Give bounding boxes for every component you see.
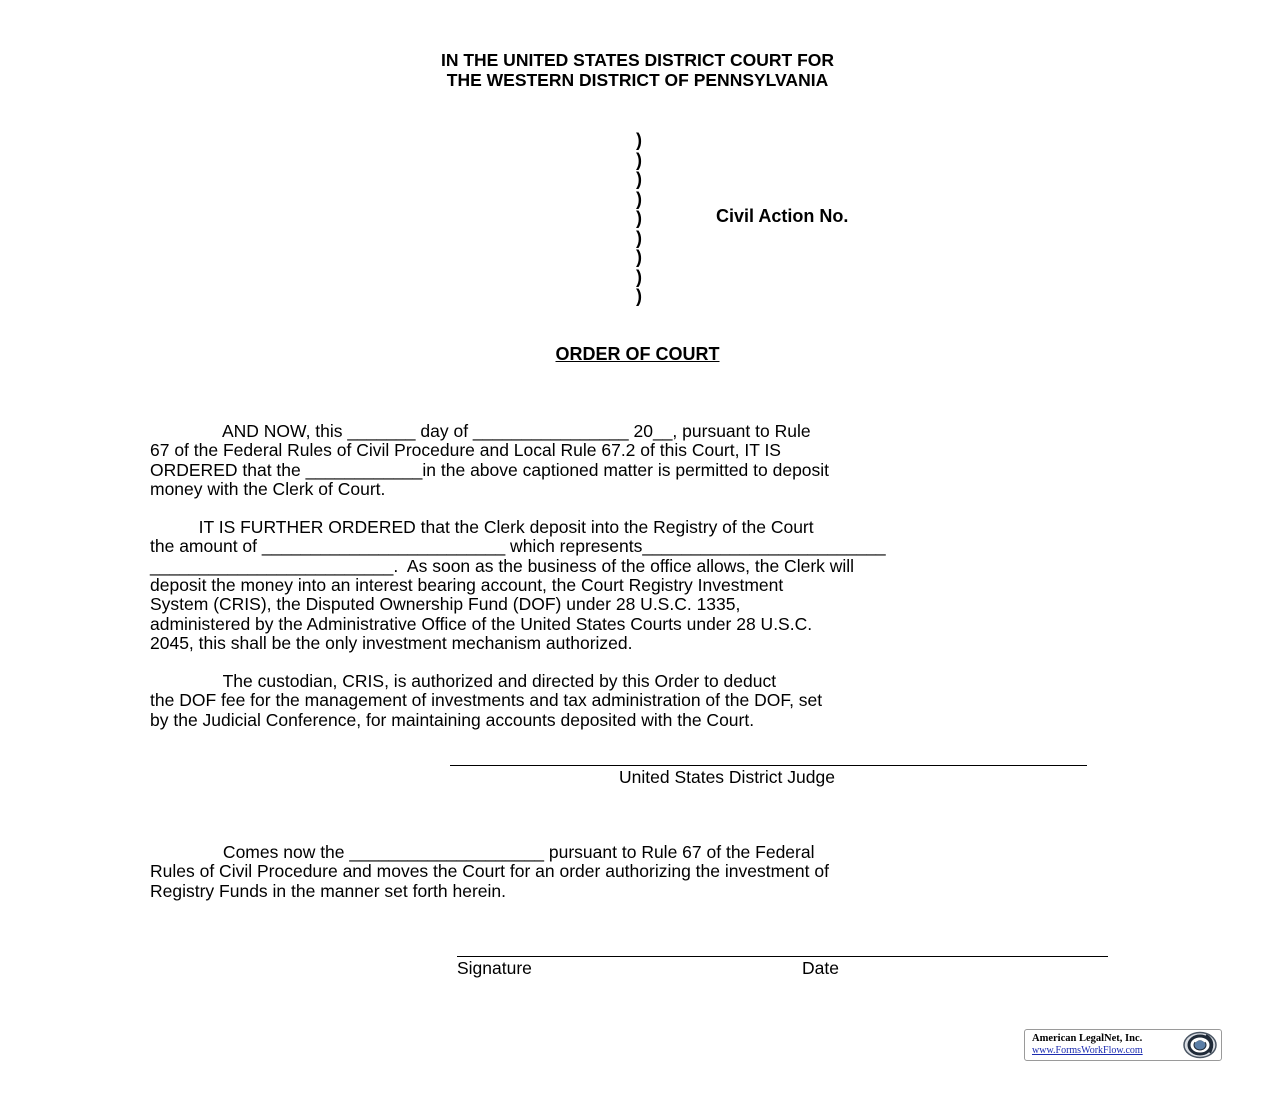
american-legalnet-badge[interactable] <box>1024 1029 1222 1061</box>
judge-signature-line <box>450 765 1087 766</box>
paragraph-line: 67 of the Federal Rules of Civil Procedure and Local Rule 67.2 of this Court, IT IS <box>150 440 781 461</box>
judge-label: United States District Judge <box>619 767 835 787</box>
caption-paren: ) <box>636 149 642 170</box>
court-name-line-1: IN THE UNITED STATES DISTRICT COURT FOR <box>440 50 835 70</box>
date-label: Date <box>802 958 839 978</box>
document-title: ORDER OF COURT <box>555 344 720 364</box>
paragraph-line: AND NOW, this _______ day of ________________ 20__, pursuant to Rule <box>150 421 811 441</box>
paragraph-line: the amount of _________________________ which represents_________________________ <box>150 536 886 557</box>
court-name-line-2: THE WESTERN DISTRICT OF PENNSYLVANIA <box>446 70 829 90</box>
caption-paren: ) <box>636 247 642 267</box>
signature-date-line <box>457 956 1108 957</box>
civil-action-label: Civil Action No. <box>716 206 849 226</box>
badge-company-name: American LegalNet, Inc. <box>1032 1033 1143 1044</box>
paragraph-line: IT IS FURTHER ORDERED that the Clerk deposit into the Registry of the Court <box>150 517 814 537</box>
paragraph-line: ORDERED that the ____________in the above captioned matter is permitted to deposit <box>150 459 830 480</box>
globe-logo-icon <box>1182 1031 1218 1064</box>
caption-paren: ) <box>636 227 642 248</box>
caption-paren: ) <box>636 266 642 287</box>
paragraph-line: The custodian, CRIS, is authorized and directed by this Order to deduct <box>150 671 777 691</box>
paragraph-line: Comes now the ____________________ pursuant to Rule 67 of the Federal <box>150 842 815 862</box>
paragraph-line: _________________________. As soon as the business of the office allows, the Clerk will <box>150 555 855 576</box>
caption-paren: ) <box>636 130 642 150</box>
caption-paren: ) <box>636 169 642 189</box>
paragraph-line: money with the Clerk of Court. <box>150 478 386 499</box>
caption-paren: ) <box>636 208 642 228</box>
paragraph-line: System (CRIS), the Disputed Ownership Fund (DOF) under 28 U.S.C. 1335, <box>150 594 741 615</box>
paragraph-line: 2045, this shall be the only investment mechanism authorized. <box>150 632 633 653</box>
caption-paren: ) <box>636 286 642 306</box>
paragraph-line: Registry Funds in the manner set forth herein. <box>150 880 507 901</box>
paragraph-line: by the Judicial Conference, for maintaining accounts deposited with the Court. <box>150 709 755 730</box>
signature-label: Signature <box>457 958 532 978</box>
caption-paren: ) <box>636 188 642 209</box>
paragraph-line: deposit the money into an interest bearing account, the Court Registry Investment <box>150 574 784 595</box>
badge-url-link[interactable]: www.FormsWorkFlow.com <box>1032 1045 1143 1056</box>
paragraph-line: Rules of Civil Procedure and moves the Court for an order authorizing the investment of <box>150 861 829 882</box>
paragraph-line: administered by the Administrative Office of the United States Courts under 28 U.S.C. <box>150 613 813 634</box>
paragraph-line: the DOF fee for the management of investments and tax administration of the DOF, set <box>150 690 823 711</box>
